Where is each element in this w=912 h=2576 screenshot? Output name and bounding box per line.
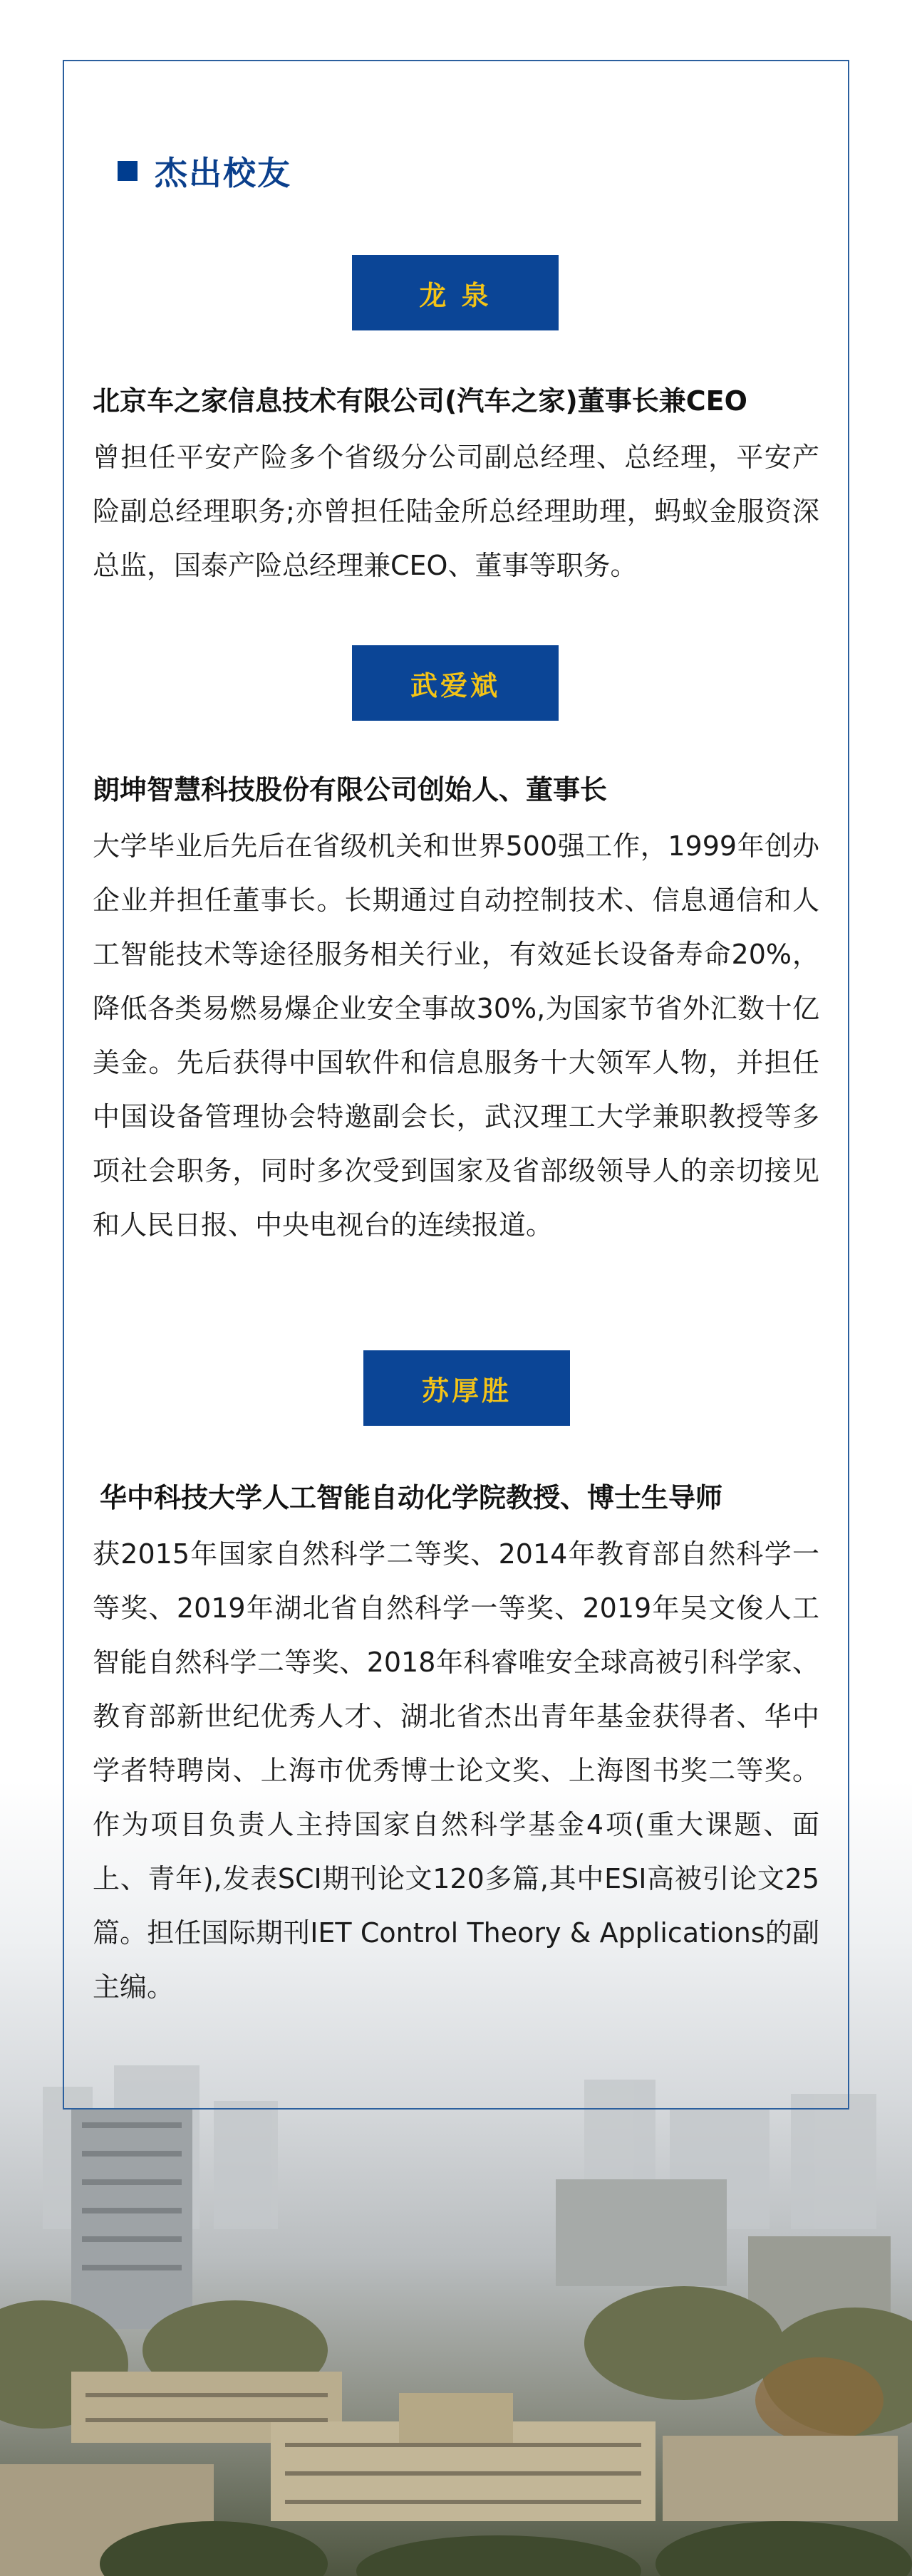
alumnus-name-badge: 武爱斌 <box>352 645 559 721</box>
alumnus-role: 北京车之家信息技术有限公司(汽车之家)董事长兼CEO <box>93 385 747 417</box>
section-header <box>118 150 291 192</box>
alumnus-role: 华中科技大学人工智能自动化学院教授、博士生导师 <box>100 1482 723 1513</box>
alumnus-name-badge: 苏厚胜 <box>363 1350 570 1426</box>
alumnus-name-badge: 龙 泉 <box>352 255 559 330</box>
alumnus-role: 朗坤智慧科技股份有限公司创始人、董事长 <box>93 774 608 805</box>
alumnus-bio: 大学毕业后先后在省级机关和世界500强工作，1999年创办企业并担任董事长。长期通过自动控制技术、信息通信和人工智能技术等途径服务相关行业，有效延长设备寿命20%，降低各类易燃易爆企业安全事故30%,为国家节省外汇数十亿美金。先后获得中国软件和信息服务十大领军人物，并担任中国设备管理协会特邀副会长，武汉理工大学兼职教授等多项社会职务，同时多次受到国家及省部级领导人的亲切接见和人民日报、中央电视台的连续报道。 <box>93 830 819 1241</box>
alumnus-bio: 获2015年国家自然科学二等奖、2014年教育部自然科学一等奖、2019年湖北省自然科学一等奖、2019年吴文俊人工智能自然科学二等奖、2018年科睿唯安全球高被引科学家、教育部新世纪优秀人才、湖北省杰出青年基金获得者、华中学者特聘岗、上海市优秀博士论文奖、上海图书奖二等奖。作为项目负责人主持国家自然科学基金4项(重大课题、面上、青年),发表SCI期刊论文120多篇,其中ESI高被引论文25篇。担任国际期刊IET Control Theory & Applications的副主编。 <box>93 1538 819 2003</box>
section-title: 杰出校友 <box>155 154 291 192</box>
square-bullet-icon <box>118 161 138 181</box>
alumnus-bio: 曾担任平安产险多个省级分公司副总经理、总经理，平安产险副总经理职务;亦曾担任陆金所总经理助理，蚂蚁金服资深总监，国泰产险总经理兼CEO、董事等职务。 <box>93 442 819 581</box>
